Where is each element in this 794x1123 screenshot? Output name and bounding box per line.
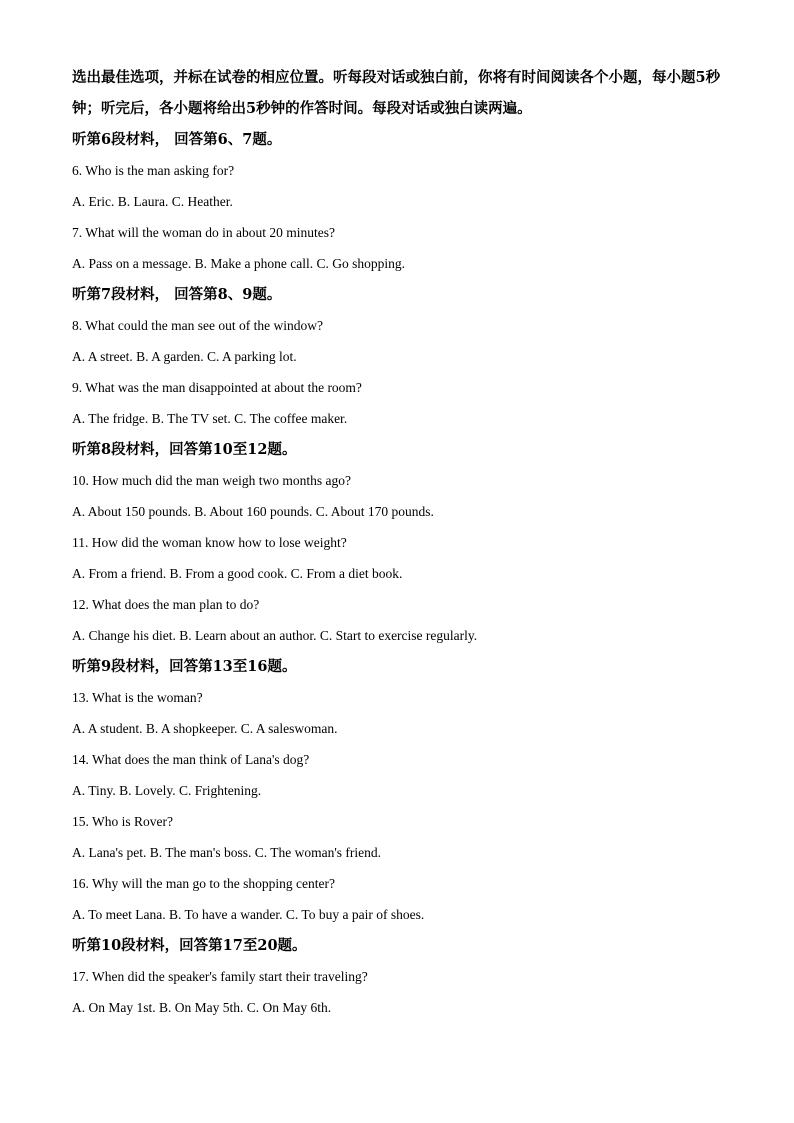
question-options: A. Lana's pet. B. The man's boss. C. The woman's friend.	[72, 845, 382, 860]
question-text: 11. How did the woman know how to lose weight?	[72, 535, 347, 550]
question-options: A. The fridge. B. The TV set. C. The coffee maker.	[72, 411, 348, 426]
question-text: 10. How much did the man weigh two months ago?	[72, 473, 351, 488]
section-heading: 听第9段材料，回答第13至16题。	[72, 658, 297, 675]
question-text: 17. When did the speaker's family start their traveling?	[72, 969, 368, 984]
section-heading: 听第7段材料， 回答第8、9题。	[72, 286, 282, 303]
question-text: 15. Who is Rover?	[72, 814, 173, 829]
question-options: A. About 150 pounds. B. About 160 pounds. C. About 170 pounds.	[72, 504, 434, 519]
section-13-16	[72, 651, 732, 930]
question-text: 6. Who is the man asking for?	[72, 163, 235, 178]
question-text: 14. What does the man think of Lana's dog?	[72, 752, 310, 767]
question-options: A. From a friend. B. From a good cook. C. From a diet book.	[72, 566, 403, 581]
question-text: 13. What is the woman?	[72, 690, 203, 705]
question-options: A. On May 1st. B. On May 5th. C. On May 6th.	[72, 1000, 332, 1015]
instructions-paragraph: 选出最佳选项，并标在试卷的相应位置。听每段对话或独白前，你将有时间阅读各个小题，每小题5秒钟；听完后，各小题将给出5秒钟的作答时间。每段对话或独白读两遍。	[72, 69, 721, 117]
document-page	[72, 62, 732, 1023]
question-options: A. Pass on a message. B. Make a phone call. C. Go shopping.	[72, 256, 405, 271]
section-heading: 听第10段材料，回答第17至20题。	[72, 937, 307, 954]
section-heading: 听第8段材料，回答第10至12题。	[72, 441, 297, 458]
question-text: 8. What could the man see out of the window?	[72, 318, 323, 333]
section-8-9	[72, 279, 732, 434]
question-options: A. To meet Lana. B. To have a wander. C. To buy a pair of shoes.	[72, 907, 425, 922]
question-options: A. Tiny. B. Lovely. C. Frightening.	[72, 783, 262, 798]
question-options: A. A student. B. A shopkeeper. C. A saleswoman.	[72, 721, 338, 736]
question-text: 12. What does the man plan to do?	[72, 597, 260, 612]
section-heading: 听第6段材料， 回答第6、7题。	[72, 131, 282, 148]
question-text: 9. What was the man disappointed at about the room?	[72, 380, 362, 395]
section-17-20	[72, 930, 732, 1023]
question-options: A. Eric. B. Laura. C. Heather.	[72, 194, 233, 209]
section-10-12	[72, 434, 732, 651]
section-6-7	[72, 124, 732, 279]
question-options: A. Change his diet. B. Learn about an author. C. Start to exercise regularly.	[72, 628, 478, 643]
question-options: A. A street. B. A garden. C. A parking lot.	[72, 349, 297, 364]
question-text: 7. What will the woman do in about 20 minutes?	[72, 225, 335, 240]
question-text: 16. Why will the man go to the shopping center?	[72, 876, 335, 891]
